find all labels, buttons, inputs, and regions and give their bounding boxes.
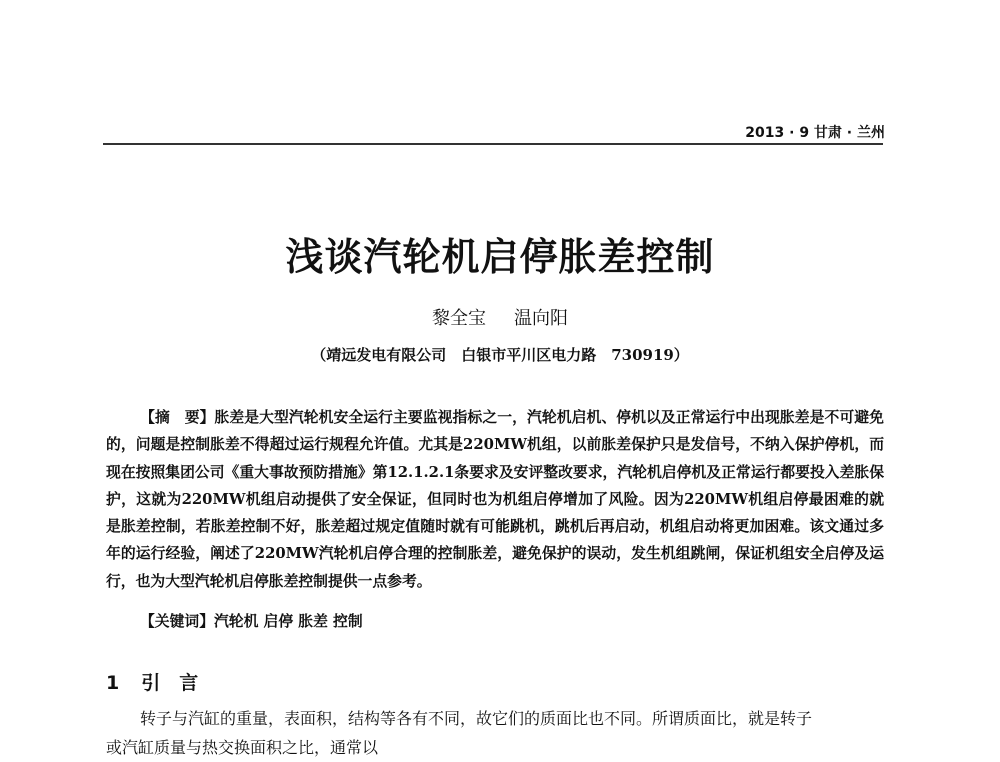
author-name: 温向阳 (514, 308, 568, 329)
body-line: 转子与汽缸的重量，表面积，结构等各有不同，故它们的质面比也不同。所谓质面比，就是转子 (140, 709, 813, 728)
paper-title: 浅谈汽轮机启停胀差控制 (285, 235, 715, 279)
keywords-label: 【关键词】 (140, 613, 214, 630)
section-title: 引 言 (141, 672, 199, 694)
keywords (140, 610, 363, 631)
body-line: 或汽缸质量与热交换面积之比，通常以 (106, 738, 379, 757)
author-affiliation: （靖远发电有限公司 白银市平川区电力路 730919） (311, 346, 689, 364)
section-number: 1 (106, 672, 120, 694)
abstract-text: 胀差是大型汽轮机安全运行主要监视指标之一，汽轮机启机、停机以及正常运行中出现胀差是不可避免的，问题是控制胀差不得超过运行规程允许值。尤其是220MW机组，以前胀差保护只是发信号，不纳入保护停机，而现在按照集团公司《重大事故预防措施》第12.1.2.1条要求及安评整改要求，汽轮机启停机及正常运行都要投入差胀保护，这就为220MW机组启动提供了安全保证，但同时也为机组启停增加了风险。因为220MW机组启停最困难的就是胀差控制，若胀差控制不好，胀差超过规定值随时就有可能跳机，跳机后再启动，机组启动将更加困难。该文通过多年的运行经验，阐述了220MW汽轮机启停合理的控制胀差，避免保护的误动，发生机组跳闸，保证机组安全启停及运行，也为大型汽轮机启停胀差控制提供一点参考。 (106, 409, 884, 590)
body-paragraph (106, 704, 884, 762)
journal-issue-header: 2013 · 9 甘肃 · 兰州 (745, 125, 885, 141)
keywords-text: 汽轮机 启停 胀差 控制 (214, 613, 363, 630)
abstract (106, 404, 884, 595)
author-list (0, 304, 1000, 330)
abstract-label: 【摘 要】 (140, 409, 215, 426)
section-heading (106, 668, 198, 695)
header-rule (103, 143, 883, 145)
author-name: 黎全宝 (432, 308, 486, 329)
